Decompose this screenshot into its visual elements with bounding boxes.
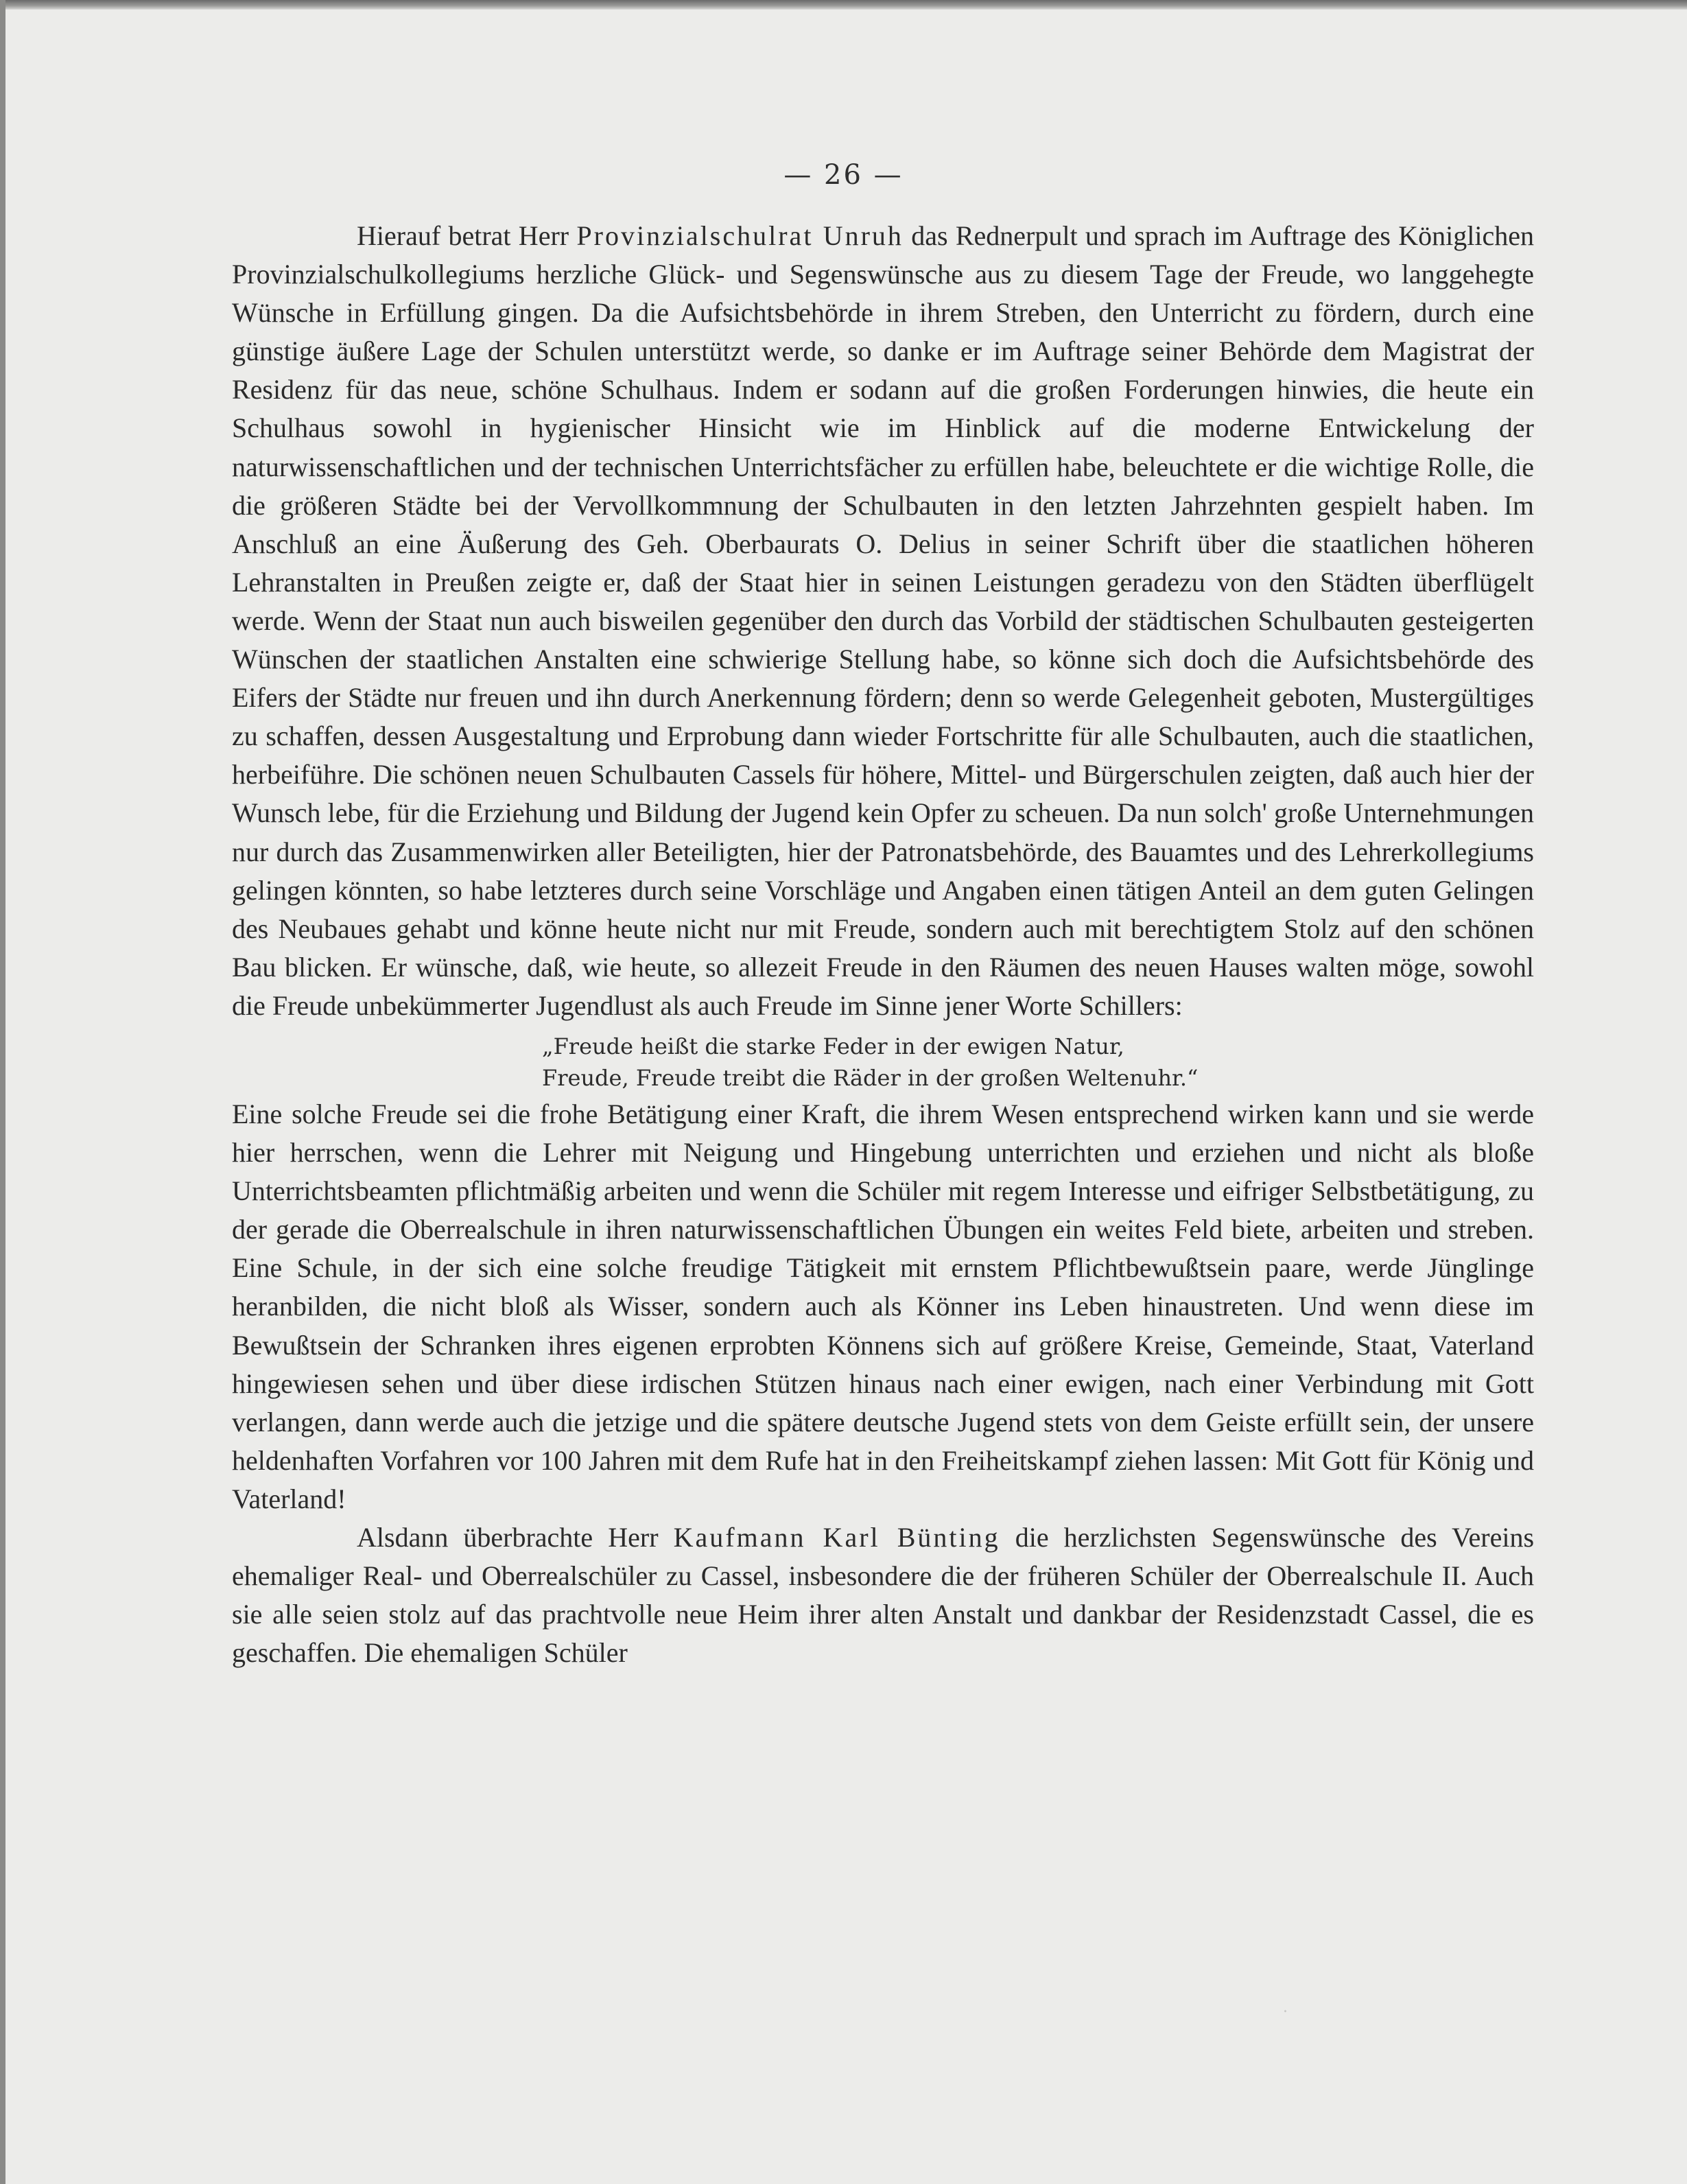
speaker-name-unruh: Provinzialschulrat Unruh — [576, 220, 904, 251]
paragraph-buenting-greeting — [232, 1518, 1534, 1672]
body-text — [232, 217, 1534, 1672]
scan-edge-top — [0, 0, 1687, 10]
scan-edge-left — [0, 0, 5, 2184]
paragraph-joy-in-school: Eine solche Freude sei die frohe Betätigung einer Kraft, die ihrem Wesen entsprechend wirken kann und sie werde hier herrschen, wenn die Lehrer mit Neigung und Hingebung unterrichten und erziehen und nicht als bloße Unterrichtsbeamten pflichtmäßig arbeiten und wenn die Schüler mit regem Interesse und eifriger Selbstbetätigung, zu der gerade die Oberrealschule in ihren naturwissenschaftlichen Übungen ein weites Feld biete, arbeiten und streben. Eine Schule, in der sich eine solche freudige Tätigkeit mit ernstem Pflichtbewußtsein paare, werde Jünglinge heranbilden, die nicht bloß als Wisser, sondern auch als Könner ins Leben hinaustreten. Und wenn diese im Bewußtsein der Schranken ihres eigenen erprobten Könnens sich auf größere Kreise, Gemeinde, Staat, Vaterland hingewiesen sehen und über diese irdischen Stützen hinaus nach einer ewigen, nach einer Verbindung mit Gott verlangen, dann werde auch die jetzige und die spätere deutsche Jugend stets von dem Geiste erfüllt sein, der unsere heldenhaften Vorfahren vor 100 Jahren mit dem Rufe hat in den Freiheitskampf ziehen lassen: Mit Gott für König und Vaterland! — [232, 1098, 1534, 1514]
quote-line-1: „Freude heißt die starke Feder in der ewigen Natur, — [542, 1033, 1124, 1059]
para3-text: die herzlichsten Segenswünsche des Vereins ehemaliger Real- und Oberrealschüler zu Cassel, insbesondere die der früheren Schüler der Oberrealschule II. Auch sie alle seien stolz auf das prachtvolle neue Heim ihrer alten Anstalt und dankbar der Residenzstadt Cassel, die es geschaffen. Die ehemaligen Schüler — [232, 1522, 1535, 1669]
scan-speck: · — [1283, 2004, 1288, 2021]
para1-lead: Hierauf betrat Herr — [357, 220, 577, 251]
quote-line-2: Freude, Freude treibt die Räder in der großen Weltenuhr.“ — [542, 1064, 1199, 1091]
paragraph-unruh-speech — [232, 217, 1534, 1025]
para1-text: das Rednerpult und sprach im Auftrage des Königlichen Provinzialschulkollegiums herzliche Glück- und Segenswünsche aus zu diesem Tage der Freude, wo langgehegte Wünsche in Erfüllung gingen. Da die Aufsichtsbehörde in ihrem Streben, den Unterricht zu fördern, durch eine günstige äußere Lage der Schulen unterstützt werde, so danke er im Auftrage seiner Behörde dem Magistrat der Residenz für das neue, schöne Schulhaus. Indem er sodann auf die großen Forderungen hinwies, die heute ein Schulhaus sowohl in hygienischer Hinsicht wie im Hinblick auf die moderne Entwickelung der naturwissenschaftlichen und der technischen Unterrichtsfächer zu erfüllen habe, beleuchtete er die wichtige Rolle, die die größeren Städte bei der Vervollkommnung der Schulbauten in den letzten Jahrzehnten gespielt haben. Im Anschluß an eine Äußerung des Geh. Oberbaurats O. Delius in seiner Schrift über die staatlichen höheren Lehranstalten in Preußen zeigte er, daß der Staat hier in seinen Leistungen geradezu von den Städten überflügelt werde. Wenn der Staat nun auch bisweilen gegenüber den durch das Vorbild der städtischen Schulbauten gesteigerten Wünschen der staatlichen Anstalten eine schwierige Stellung habe, so könne sich doch die Aufsichtsbehörde des Eifers der Städte nur freuen und ihn durch Anerkennung fördern; denn so werde Gelegenheit geboten, Mustergültiges zu schaffen, dessen Ausgestaltung und Erprobung dann wieder Fortschritte für alle Schulbauten, auch die staatlichen, herbeiführe. Die schönen neuen Schulbauten Cassels für höhere, Mittel- und Bürgerschulen zeigten, daß auch hier der Wunsch lebe, für die Erziehung und Bildung der Jugend kein Opfer zu scheuen. Da nun solch' große Unternehmungen nur durch das Zusammenwirken aller Beteiligten, hier der Patronatsbehörde, des Bauamtes und des Lehrerkollegiums gelingen könnten, so habe letzteres durch seine Vorschläge und Angaben einen tätigen Anteil an dem guten Gelingen des Neubaues gehabt und könne heute nicht nur mit Freude, sondern auch mit berechtigtem Stolz auf den schönen Bau blicken. Er wünsche, daß, wie heute, so allezeit Freude in den Räumen des neuen Hauses walten möge, sowohl die Freude unbekümmerter Jugendlust als auch Freude im Sinne jener Worte Schillers: — [232, 220, 1535, 1021]
page-number: — 26 — — [783, 159, 904, 191]
schiller-quote — [542, 1031, 1534, 1094]
speaker-name-buenting: Kaufmann Karl Bünting — [673, 1522, 1000, 1553]
para3-lead: Alsdann überbrachte Herr — [357, 1522, 674, 1553]
